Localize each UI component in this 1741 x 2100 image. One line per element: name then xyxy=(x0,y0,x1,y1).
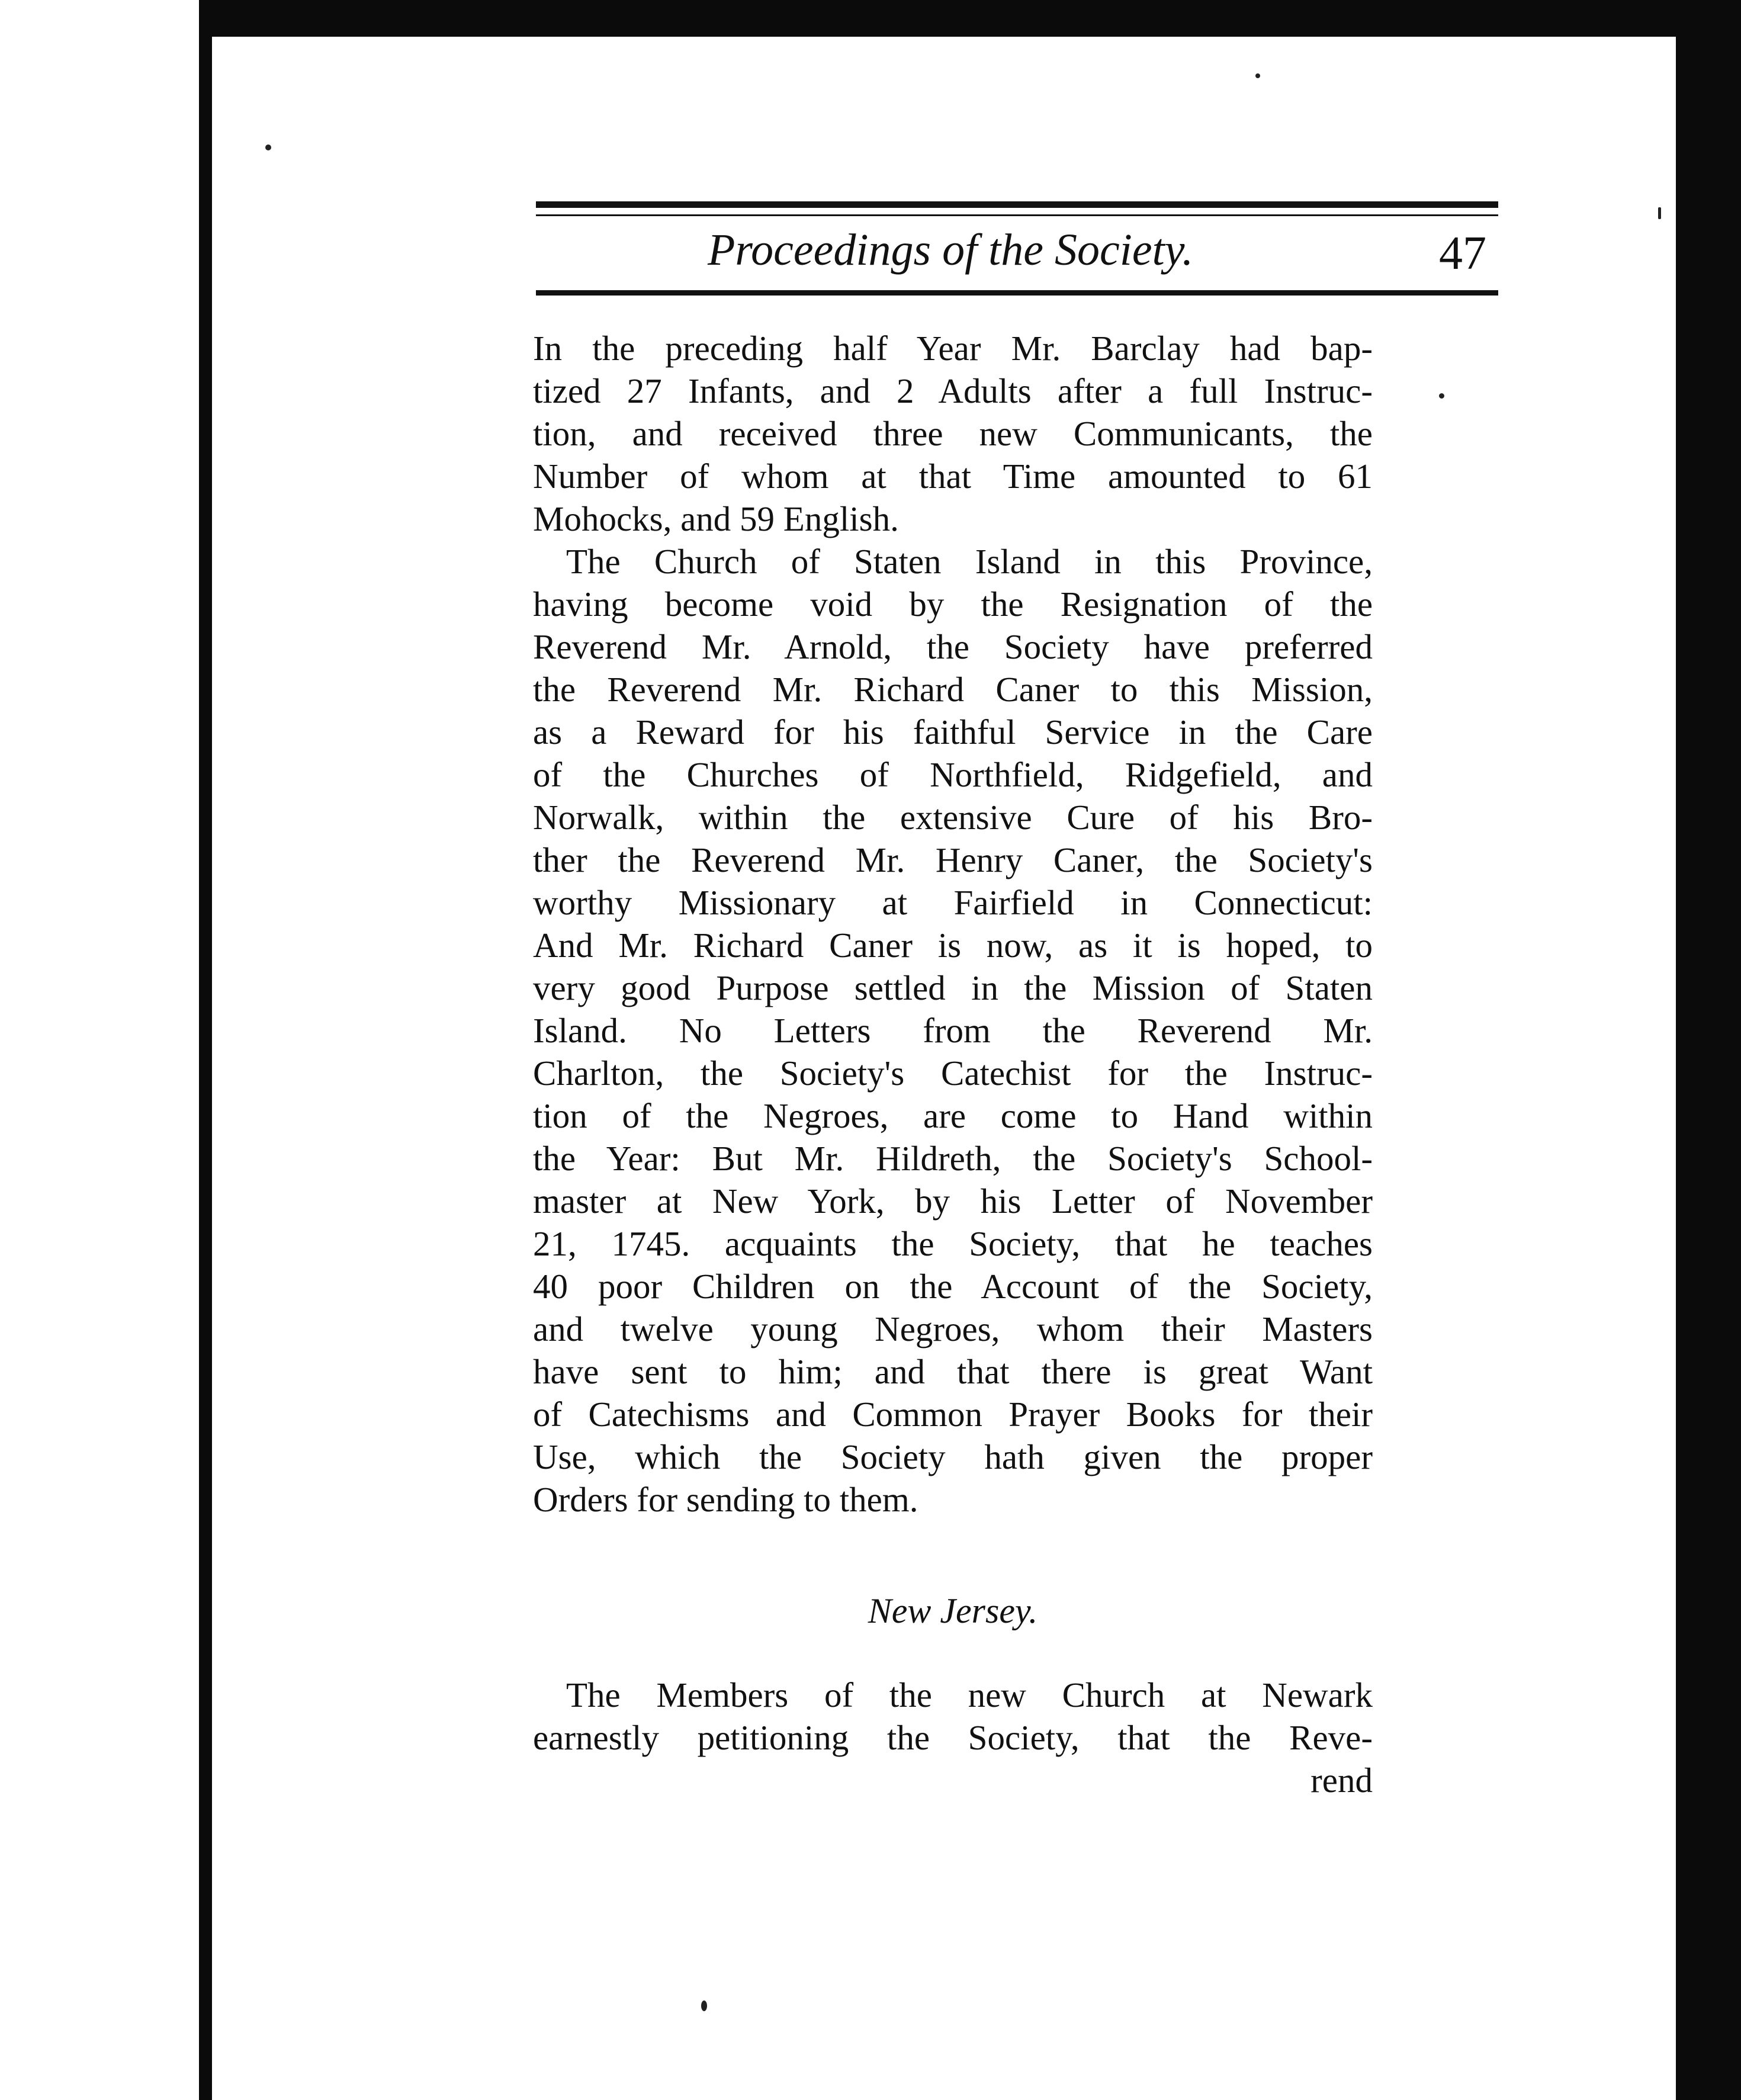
book-gutter xyxy=(199,0,212,2100)
scan-right-border xyxy=(1676,0,1741,2100)
text-line: The Church of Staten Island in this Province, xyxy=(566,542,1373,581)
text-line: of Catechisms and Common Prayer Books for their xyxy=(533,1395,1373,1434)
text-line: as a Reward for his faithful Service in the Care xyxy=(533,712,1373,752)
body-text-bottom xyxy=(533,1674,1373,1802)
text-line: have sent to him; and that there is great Want xyxy=(533,1352,1373,1391)
body-text-top xyxy=(533,327,1373,1521)
text-line: Norwalk, within the extensive Cure of his Bro- xyxy=(533,798,1373,837)
text-line: And Mr. Richard Caner is now, as it is hoped, to xyxy=(533,926,1373,965)
text-line: In the preceding half Year Mr. Barclay had bap- xyxy=(533,329,1373,368)
text-line: having become void by the Resignation of the xyxy=(533,585,1373,624)
running-head xyxy=(536,218,1498,288)
text-line: and twelve young Negroes, whom their Masters xyxy=(533,1309,1373,1348)
text-line: 21, 1745. acquaints the Society, that he teaches xyxy=(533,1224,1373,1263)
ink-speck xyxy=(1439,393,1444,399)
ink-speck xyxy=(1255,73,1260,78)
text-line: Mohocks, and 59 English. xyxy=(533,499,899,538)
text-line: The Members of the new Church at Newark xyxy=(566,1675,1373,1714)
text-line: the Reverend Mr. Richard Caner to this Mission, xyxy=(533,670,1373,709)
header-rule-top-thin xyxy=(536,214,1498,216)
page-number: 47 xyxy=(1439,227,1486,280)
text-line: tion of the Negroes, are come to Hand within xyxy=(533,1096,1373,1135)
ink-speck xyxy=(701,2001,707,2011)
text-line: tized 27 Infants, and 2 Adults after a full Instruc- xyxy=(533,371,1373,410)
text-line: Use, which the Society hath given the proper xyxy=(533,1437,1373,1476)
header-rule-top xyxy=(536,201,1498,208)
text-line: master at New York, by his Letter of November xyxy=(533,1181,1373,1221)
text-line: 40 poor Children on the Account of the Society, xyxy=(533,1267,1373,1306)
ink-speck xyxy=(1658,207,1661,219)
running-head-title: Proceedings of the Society. xyxy=(708,225,1194,275)
text-line: very good Purpose settled in the Mission of Staten xyxy=(533,968,1373,1007)
text-line: of the Churches of Northfield, Ridgefield, and xyxy=(533,755,1373,794)
scan-top-border xyxy=(0,0,1741,37)
text-line: Island. No Letters from the Reverend Mr. xyxy=(533,1011,1373,1050)
ink-speck xyxy=(265,145,271,150)
catchword: rend xyxy=(1310,1761,1373,1800)
text-line: Number of whom at that Time amounted to 61 xyxy=(533,457,1373,496)
text-line: ther the Reverend Mr. Henry Caner, the Society's xyxy=(533,840,1373,879)
text-line: earnestly petitioning the Society, that the Reve- xyxy=(533,1718,1373,1757)
text-line: Orders for sending to them. xyxy=(533,1480,918,1519)
text-line: Reverend Mr. Arnold, the Society have preferred xyxy=(533,627,1373,666)
facing-page-margin xyxy=(0,0,201,2100)
text-line: Charlton, the Society's Catechist for the Instruc- xyxy=(533,1054,1373,1093)
section-heading: New Jersey. xyxy=(868,1591,1038,1630)
header-rule-bottom xyxy=(536,290,1498,296)
text-line: worthy Missionary at Fairfield in Connecticut: xyxy=(533,883,1373,922)
text-line: the Year: But Mr. Hildreth, the Society's School- xyxy=(533,1139,1373,1178)
text-line: tion, and received three new Communicants, the xyxy=(533,414,1373,453)
